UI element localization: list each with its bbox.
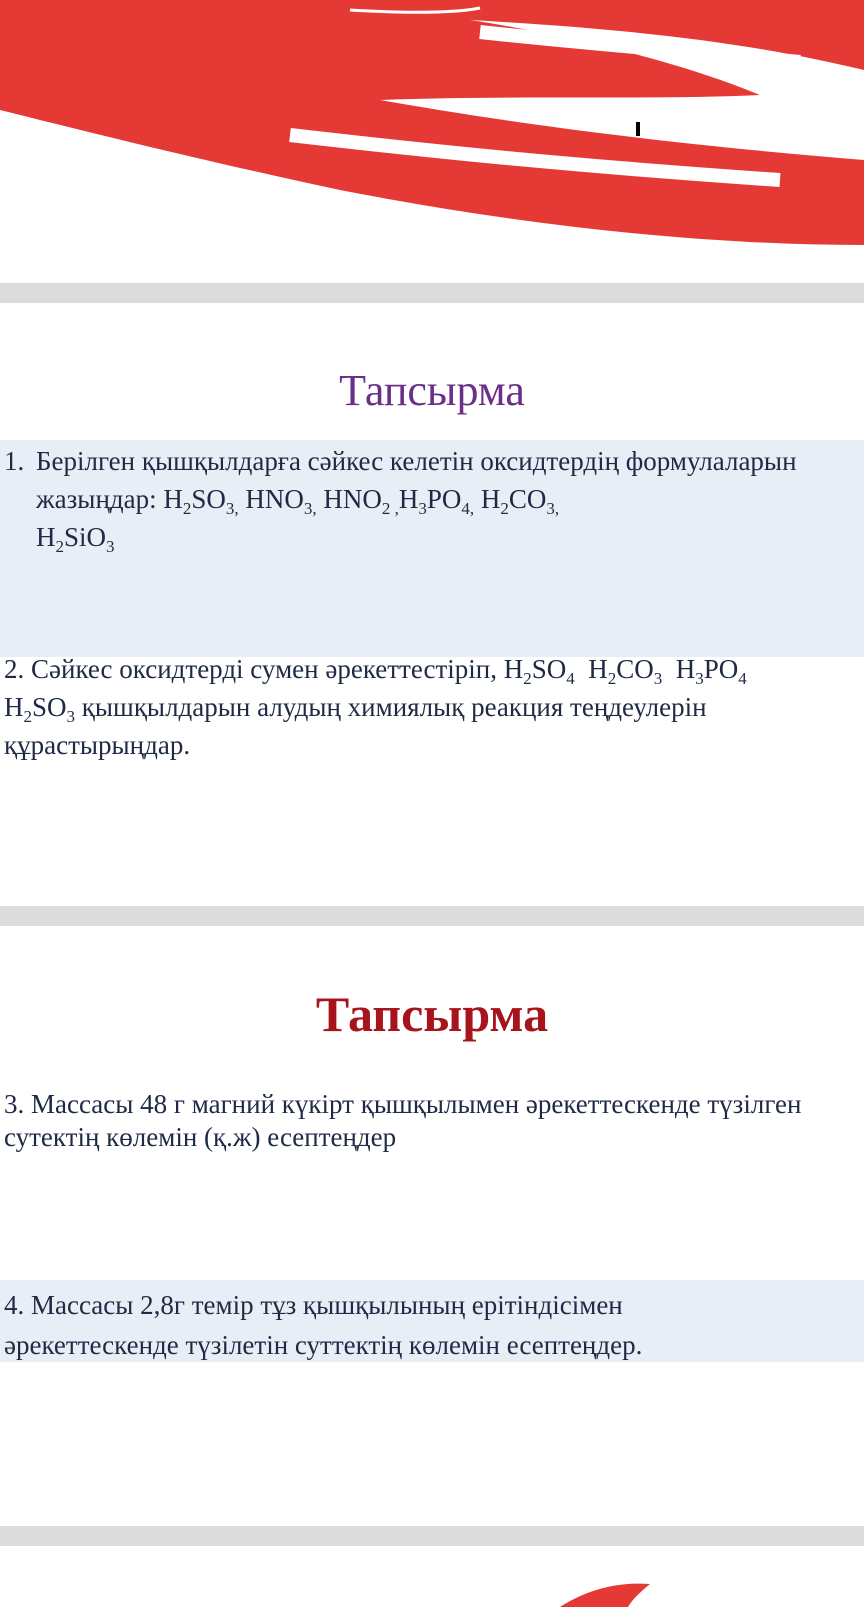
formula-list: $H_2SO_4$ $H_2CO_3$ $H_3PO_4$ $H_2SO_3$ — [4, 654, 747, 726]
task-line: 4. Массасы 2,8г темір тұз қышқылының ерітіндісімен — [4, 1290, 623, 1320]
task-line: әрекеттескенде түзілетін суттектің көлемін есептеңдер. — [4, 1330, 643, 1360]
task-number: 1. — [4, 446, 25, 476]
task-text-tail: қышқылдарын алудың химиялық реакция теңдеулерін құрастырыңдар. — [4, 692, 707, 760]
task-text: Берілген қышқылдарға сәйкес келетін оксидтердің формулаларын жазыңдар: — [36, 446, 797, 514]
task-2 — [4, 650, 864, 764]
redaction-scribble — [0, 1580, 864, 1607]
formula-list: $H_2SO_{3,}$ $HNO_{3,}$ $HNO_{2 ,}H_3PO_{4,}$ $H_2CO_{3,}$ $H_2SiO_3$ — [36, 484, 560, 556]
section-heading: Тапсырма — [315, 986, 549, 1042]
task-4 — [4, 1285, 854, 1365]
section-divider — [0, 906, 864, 926]
task-text: 2. Сәйкес оксидтерді сумен әрекеттестіріп, — [4, 654, 504, 684]
task-3: 3. Массасы 48 г магний күкірт қышқылымен әрекеттескенде түзілген сутектің көлемін (қ.ж) есептеңдер — [4, 1089, 802, 1152]
task-1 — [4, 442, 854, 556]
redaction-scribble — [0, 0, 864, 260]
section-heading: Тапсырма — [339, 366, 525, 415]
section-divider — [0, 283, 864, 303]
section-divider — [0, 1526, 864, 1546]
